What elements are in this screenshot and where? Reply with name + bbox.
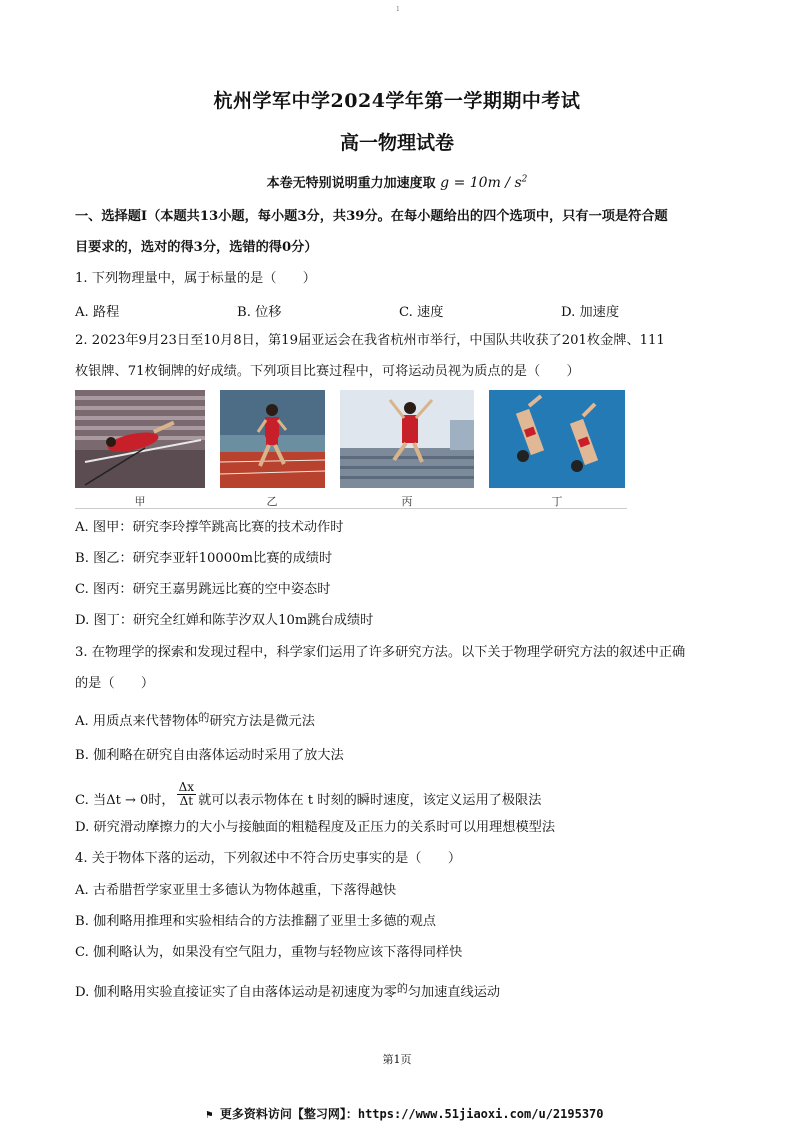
photo-long-jump (340, 390, 474, 488)
photo-distance-runner (220, 390, 325, 488)
q1-option-b: B. 位移 (237, 305, 282, 320)
q2-stem-line2: 枚银牌、71枚铜牌的好成绩。下列项目比赛过程中，可将运动员视为质点的是（ ） (75, 364, 580, 379)
photo-baseline (75, 508, 627, 509)
q1-option-d: D. 加速度 (561, 305, 620, 320)
q3-stem-line1: 3. 在物理学的探索和发现过程中，科学家们运用了许多研究方法。以下关于物理学研究方法的叙述中正确 (75, 645, 686, 660)
q3-option-d: D. 研究滑动摩擦力的大小与接触面的粗糙程度及正压力的关系时可以用理想模型法 (75, 820, 556, 835)
page-top-mark: 1 (396, 6, 400, 13)
q4-option-c: C. 伽利略认为，如果没有空气阻力，重物与轻物应该下落得同样快 (75, 945, 463, 960)
photo-caption-bing: 丙 (401, 495, 413, 508)
q1-option-a: A. 路程 (75, 305, 120, 320)
page-number: 第1页 (382, 1053, 412, 1066)
photo-synchronized-diving (489, 390, 625, 488)
flag-icon: ⚑ (206, 1108, 213, 1121)
exam-title: 杭州学军中学2024学年第一学期期中考试 (213, 90, 581, 112)
q3-option-c: C. 当Δt → 0时， $\frac{\Delta x}{\Delta t}$ 就可以表示物体在 t 时刻的瞬时速度，该定义运用了极限法 (75, 780, 542, 808)
section-heading-line1: 一、选择题Ⅰ（本题共13小题，每小题3分，共39分。在每小题给出的四个选项中，只有一项是符合题 (75, 209, 668, 224)
delta-t-limit: Δt → 0 (106, 793, 149, 808)
gravity-formula: $g = 10m / s^2$ (440, 174, 528, 191)
q3-stem-line2: 的是（ ） (75, 676, 155, 691)
gravity-note-text: 本卷无特别说明重力加速度取 (266, 176, 436, 191)
q3-option-b: B. 伽利略在研究自由落体运动时采用了放大法 (75, 748, 344, 763)
photo-caption-yi: 乙 (266, 495, 278, 508)
q2-option-c: C. 图丙：研究王嘉男跳远比赛的空中姿态时 (75, 582, 331, 597)
q1-option-c: C. 速度 (399, 305, 444, 320)
q2-option-a: A. 图甲：研究李玲撑竿跳高比赛的技术动作时 (75, 520, 344, 535)
q2-option-d: D. 图丁：研究全红婵和陈芋汐双人10m跳台成绩时 (75, 613, 374, 628)
section-heading-line2: 目要求的，选对的得3分，选错的得0分） (75, 240, 318, 255)
q2-option-b: B. 图乙：研究李亚轩10000m比赛的成绩时 (75, 551, 333, 566)
dx-dt-fraction: $\frac{\Delta x}{\Delta t}$ (178, 780, 195, 808)
q4-option-b: B. 伽利略用推理和实验相结合的方法推翻了亚里士多德的观点 (75, 914, 436, 929)
q4-option-a: A. 古希腊哲学家亚里士多德认为物体越重，下落得越快 (75, 883, 397, 898)
q4-option-d: D. 伽利略用实验直接证实了自由落体运动是初速度为零$^的$匀加速直线运动 (75, 982, 501, 1000)
gravity-note (0, 172, 794, 191)
q1-stem: 1. 下列物理量中，属于标量的是（ ） (75, 271, 316, 286)
footer-resource-link[interactable]: ⚑ 更多资料访问【整习网】：https://www.51jiaoxi.com/u/2195370 (206, 1107, 604, 1121)
photo-caption-jia: 甲 (134, 495, 146, 508)
q2-stem-line1: 2. 2023年9月23日至10月8日，第19届亚运会在我省杭州市举行，中国队共收获了201枚金牌、111 (75, 333, 665, 348)
exam-subtitle: 高一物理试卷 (339, 132, 454, 154)
q4-stem: 4. 关于物体下落的运动，下列叙述中不符合历史事实的是（ ） (75, 851, 462, 866)
photo-caption-ding: 丁 (551, 495, 563, 508)
q2-photo-strip (75, 390, 627, 510)
q3-option-a: A. 用质点来代替物体$^的$研究方法是微元法 (75, 711, 315, 729)
photo-pole-vault (75, 390, 205, 488)
